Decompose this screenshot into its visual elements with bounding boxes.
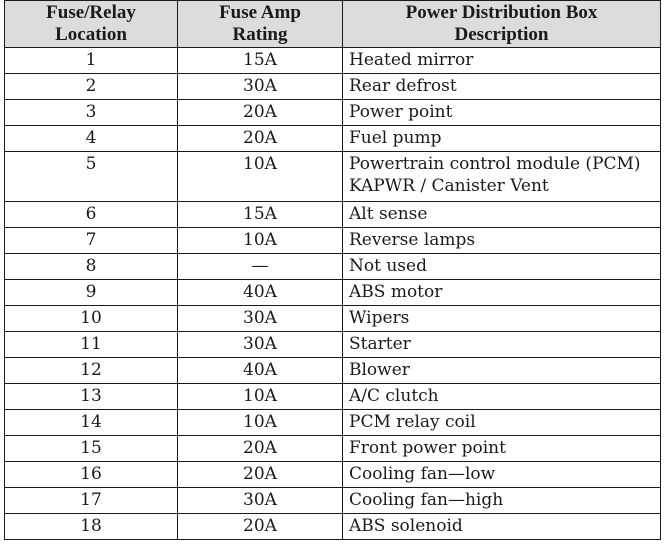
fuse-rating-cell: 20A (178, 126, 343, 152)
fuse-rating-cell: 15A (178, 48, 343, 74)
fuse-rating-cell: 10A (178, 228, 343, 254)
fuse-rating-cell: 30A (178, 332, 343, 358)
fuse-location-cell: 14 (5, 410, 178, 436)
fuse-rating-cell: 30A (178, 488, 343, 514)
description-line: KAPWR / Canister Vent (349, 176, 549, 196)
fuse-location-cell: 12 (5, 358, 178, 384)
description-line: A/C clutch (349, 386, 439, 406)
fuse-location-cell: 2 (5, 74, 178, 100)
fuse-description-cell (343, 100, 661, 126)
fuse-description-cell (343, 332, 661, 358)
fuse-location-cell: 1 (5, 48, 178, 74)
fuse-rating-cell: 40A (178, 280, 343, 306)
fuse-rating-cell: 20A (178, 514, 343, 540)
fuse-location-cell: 10 (5, 306, 178, 332)
header-row (5, 1, 661, 48)
fuse-description-cell (343, 488, 661, 514)
table-row (5, 358, 661, 384)
table-row (5, 74, 661, 100)
fuse-rating-cell: 10A (178, 384, 343, 410)
fuse-location-cell: 6 (5, 202, 178, 228)
table-row (5, 280, 661, 306)
fuse-description-cell (343, 74, 661, 100)
description-line: Power point (349, 102, 453, 122)
table-row (5, 48, 661, 74)
table-body (5, 48, 661, 540)
fuse-description-cell (343, 514, 661, 540)
fuse-description-cell (343, 462, 661, 488)
table-row (5, 254, 661, 280)
fuse-rating-cell: 40A (178, 358, 343, 384)
fuse-rating-cell: 20A (178, 462, 343, 488)
fuse-location-cell: 3 (5, 100, 178, 126)
header-description (343, 1, 661, 48)
fuse-location-cell: 18 (5, 514, 178, 540)
fuse-location-cell: 7 (5, 228, 178, 254)
fuse-location-cell: 11 (5, 332, 178, 358)
fuse-description-cell (343, 306, 661, 332)
description-line: Fuel pump (349, 128, 442, 148)
fuse-rating-cell: 15A (178, 202, 343, 228)
description-line: Rear defrost (349, 76, 457, 96)
table-row (5, 202, 661, 228)
description-line: Alt sense (349, 204, 428, 224)
header-description-line-1: Power Distribution Box (405, 2, 598, 23)
fuse-rating-cell: 30A (178, 74, 343, 100)
description-line: PCM relay coil (349, 412, 476, 432)
header-rating-line-1: Fuse Amp (219, 2, 301, 23)
description-line: Heated mirror (349, 50, 474, 70)
table-row (5, 126, 661, 152)
description-line: Wipers (349, 308, 410, 328)
table-row (5, 152, 661, 202)
header-location-line-2: Location (55, 24, 127, 45)
fuse-rating-cell: 20A (178, 436, 343, 462)
fuse-description-cell (343, 254, 661, 280)
fuse-description-cell (343, 358, 661, 384)
fuse-description-cell (343, 436, 661, 462)
fuse-rating-cell: 30A (178, 306, 343, 332)
fuse-description-cell (343, 384, 661, 410)
description-line: Cooling fan—high (349, 490, 504, 510)
description-line: Cooling fan—low (349, 464, 496, 484)
fuse-location-cell: 16 (5, 462, 178, 488)
fuse-location-cell: 8 (5, 254, 178, 280)
header-rating-line-2: Rating (232, 24, 288, 45)
fuse-location-cell: 17 (5, 488, 178, 514)
fuse-rating-cell: — (178, 254, 343, 280)
description-line: ABS motor (349, 282, 443, 302)
fuse-location-cell: 15 (5, 436, 178, 462)
table-row (5, 462, 661, 488)
fuse-location-cell: 13 (5, 384, 178, 410)
table-header (5, 1, 661, 48)
table-row (5, 332, 661, 358)
fuse-rating-cell: 20A (178, 100, 343, 126)
table-row (5, 306, 661, 332)
fuse-description-cell (343, 280, 661, 306)
fuse-rating-cell: 10A (178, 410, 343, 436)
header-rating (178, 1, 343, 48)
table-row (5, 100, 661, 126)
table-row (5, 410, 661, 436)
table-row (5, 384, 661, 410)
fuse-description-cell (343, 126, 661, 152)
fuse-description-cell (343, 152, 661, 202)
header-location-line-1: Fuse/Relay (46, 2, 136, 23)
description-line: ABS solenoid (349, 516, 463, 536)
header-location (5, 1, 178, 48)
description-line: Powertrain control module (PCM) (349, 154, 641, 174)
fuse-relay-table (4, 0, 661, 540)
fuse-location-cell: 5 (5, 152, 178, 202)
description-line: Not used (349, 256, 427, 276)
fuse-description-cell (343, 202, 661, 228)
header-description-line-2: Description (454, 24, 549, 45)
table-row (5, 488, 661, 514)
fuse-description-cell (343, 228, 661, 254)
fuse-description-cell (343, 48, 661, 74)
table-row (5, 436, 661, 462)
fuse-rating-cell: 10A (178, 152, 343, 202)
description-line: Blower (349, 360, 410, 380)
description-line: Starter (349, 334, 411, 354)
fuse-location-cell: 9 (5, 280, 178, 306)
table-row (5, 514, 661, 540)
description-line: Reverse lamps (349, 230, 476, 250)
fuse-description-cell (343, 410, 661, 436)
description-line: Front power point (349, 438, 506, 458)
fuse-location-cell: 4 (5, 126, 178, 152)
table-row (5, 228, 661, 254)
